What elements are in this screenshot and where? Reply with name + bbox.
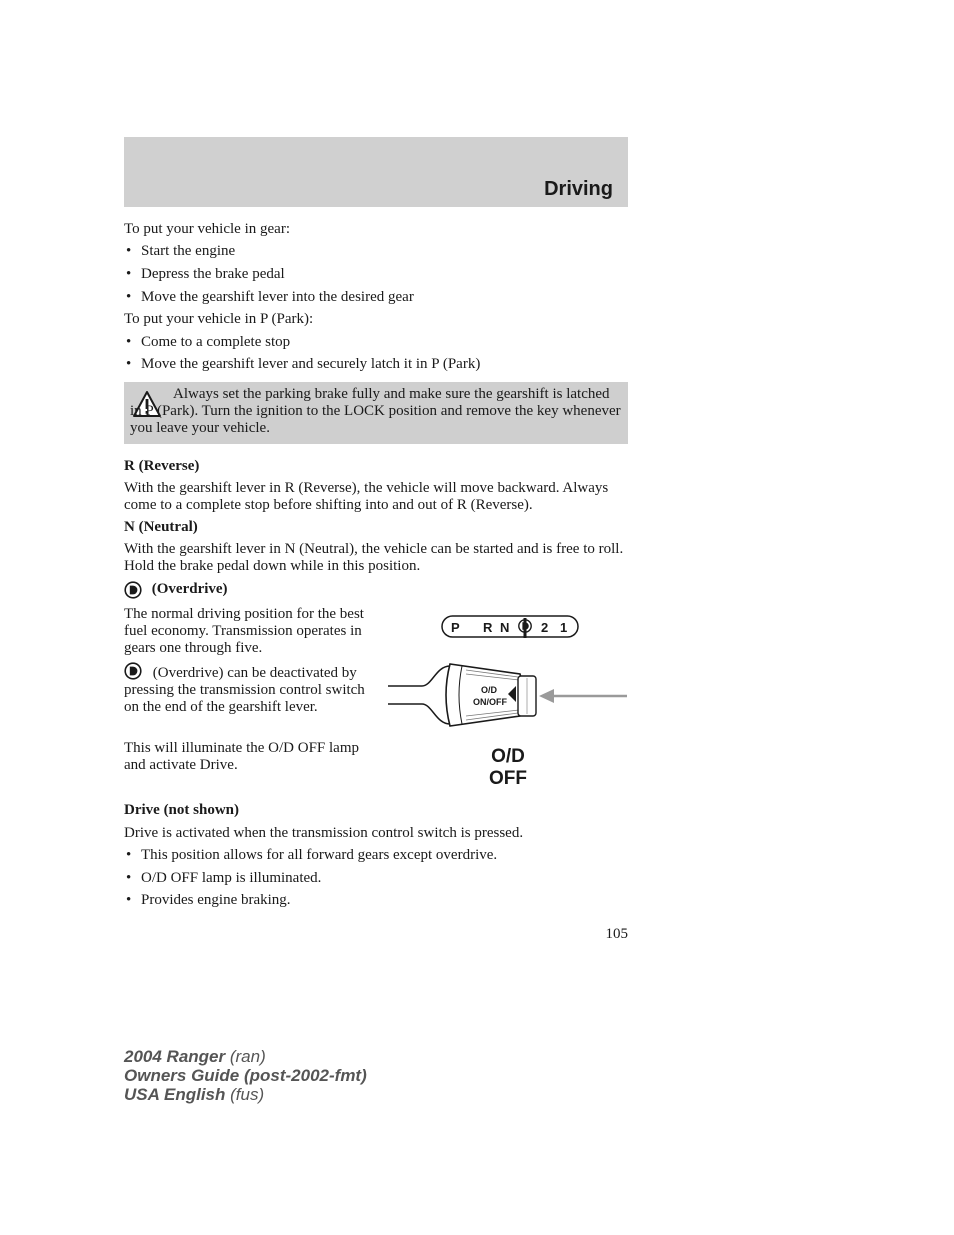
gearshift-illustration xyxy=(380,608,630,793)
reverse-text: With the gearshift lever in R (Reverse), the vehicle will move backward. Always come to a complete stop before shifting into and out of R (Reverse). xyxy=(124,480,609,513)
overdrive-icon xyxy=(124,581,142,599)
switch-on-off-label: ON/OFF xyxy=(473,697,507,707)
list-item: • O/D OFF lamp is illuminated. xyxy=(124,870,321,887)
switch-od-label: O/D xyxy=(481,685,498,695)
list-item: • This position allows for all forward gears except overdrive. xyxy=(124,847,497,864)
od-off-lamp-line-1: O/D xyxy=(491,746,525,767)
footer-line-3 xyxy=(124,1085,367,1104)
drive-heading: Drive (not shown) xyxy=(124,802,239,818)
neutral-text: With the gearshift lever in N (Neutral), the vehicle can be started and is free to roll. Hold the brake pedal down while in this position. xyxy=(124,541,624,574)
gear-1-label: 1 xyxy=(560,620,568,635)
list-item: • Depress the brake pedal xyxy=(124,266,285,283)
park-intro-lead: To put your vehicle in P (Park): xyxy=(124,311,314,327)
list-item: • Move the gearshift lever and securely latch it in P (Park) xyxy=(124,356,480,373)
gearshift-lever-lower-edge xyxy=(388,704,450,724)
gear-r-label: R xyxy=(483,620,493,635)
list-item: • Move the gearshift lever into the desired gear xyxy=(124,289,414,306)
warning-box xyxy=(124,382,628,444)
overdrive-para-3: This will illuminate the O/D OFF lamp and activate Drive. xyxy=(124,740,359,773)
document-footer xyxy=(124,1047,367,1104)
footer-line-1 xyxy=(124,1047,367,1066)
footer-line-2 xyxy=(124,1066,367,1085)
gear-p-label: P xyxy=(451,620,460,635)
list-item: • Come to a complete stop xyxy=(124,334,290,351)
pointer-arrow-icon xyxy=(539,689,554,703)
list-item: • Provides engine braking. xyxy=(124,892,291,909)
list-item: • Start the engine xyxy=(124,243,235,260)
section-header-band xyxy=(124,137,628,207)
od-off-lamp-line-2: OFF xyxy=(489,768,527,789)
footer-language: USA English xyxy=(124,1085,226,1104)
gear-indicator-frame xyxy=(442,616,578,637)
overdrive-para-1: The normal driving position for the best fuel economy. Transmission operates in gears one through five. xyxy=(124,606,364,656)
drive-lead: Drive is activated when the transmission control switch is pressed. xyxy=(124,825,524,841)
overdrive-heading xyxy=(124,581,228,599)
gear-n-label: N xyxy=(500,620,510,635)
gear-pointer xyxy=(524,618,527,638)
overdrive-icon xyxy=(124,662,142,680)
footer-model: 2004 Ranger xyxy=(124,1047,226,1066)
overdrive-heading-label: (Overdrive) xyxy=(151,581,228,598)
footer-model-code: (ran) xyxy=(229,1047,266,1066)
section-title: Driving xyxy=(544,178,613,200)
reverse-heading: R (Reverse) xyxy=(124,458,200,474)
overdrive-para-2-text: (Overdrive) can be deactivated by pressing the transmission control switch on the end of the gearshift lever. xyxy=(124,665,365,715)
neutral-heading: N (Neutral) xyxy=(124,519,198,535)
warning-text: Always set the parking brake fully and make sure the gearshift is latched in P (Park). Turn the ignition to the LOCK position and remove the key whenever you leave your vehicle. xyxy=(130,386,621,436)
overdrive-para-2 xyxy=(124,662,376,716)
gear-intro-lead: To put your vehicle in gear: xyxy=(124,221,290,237)
gear-2-label: 2 xyxy=(541,620,549,635)
gearshift-lever-upper-edge xyxy=(388,666,450,686)
footer-guide: Owners Guide (post-2002-fmt) xyxy=(124,1066,367,1085)
page-number: 105 xyxy=(605,926,628,942)
footer-language-code: (fus) xyxy=(230,1085,265,1104)
